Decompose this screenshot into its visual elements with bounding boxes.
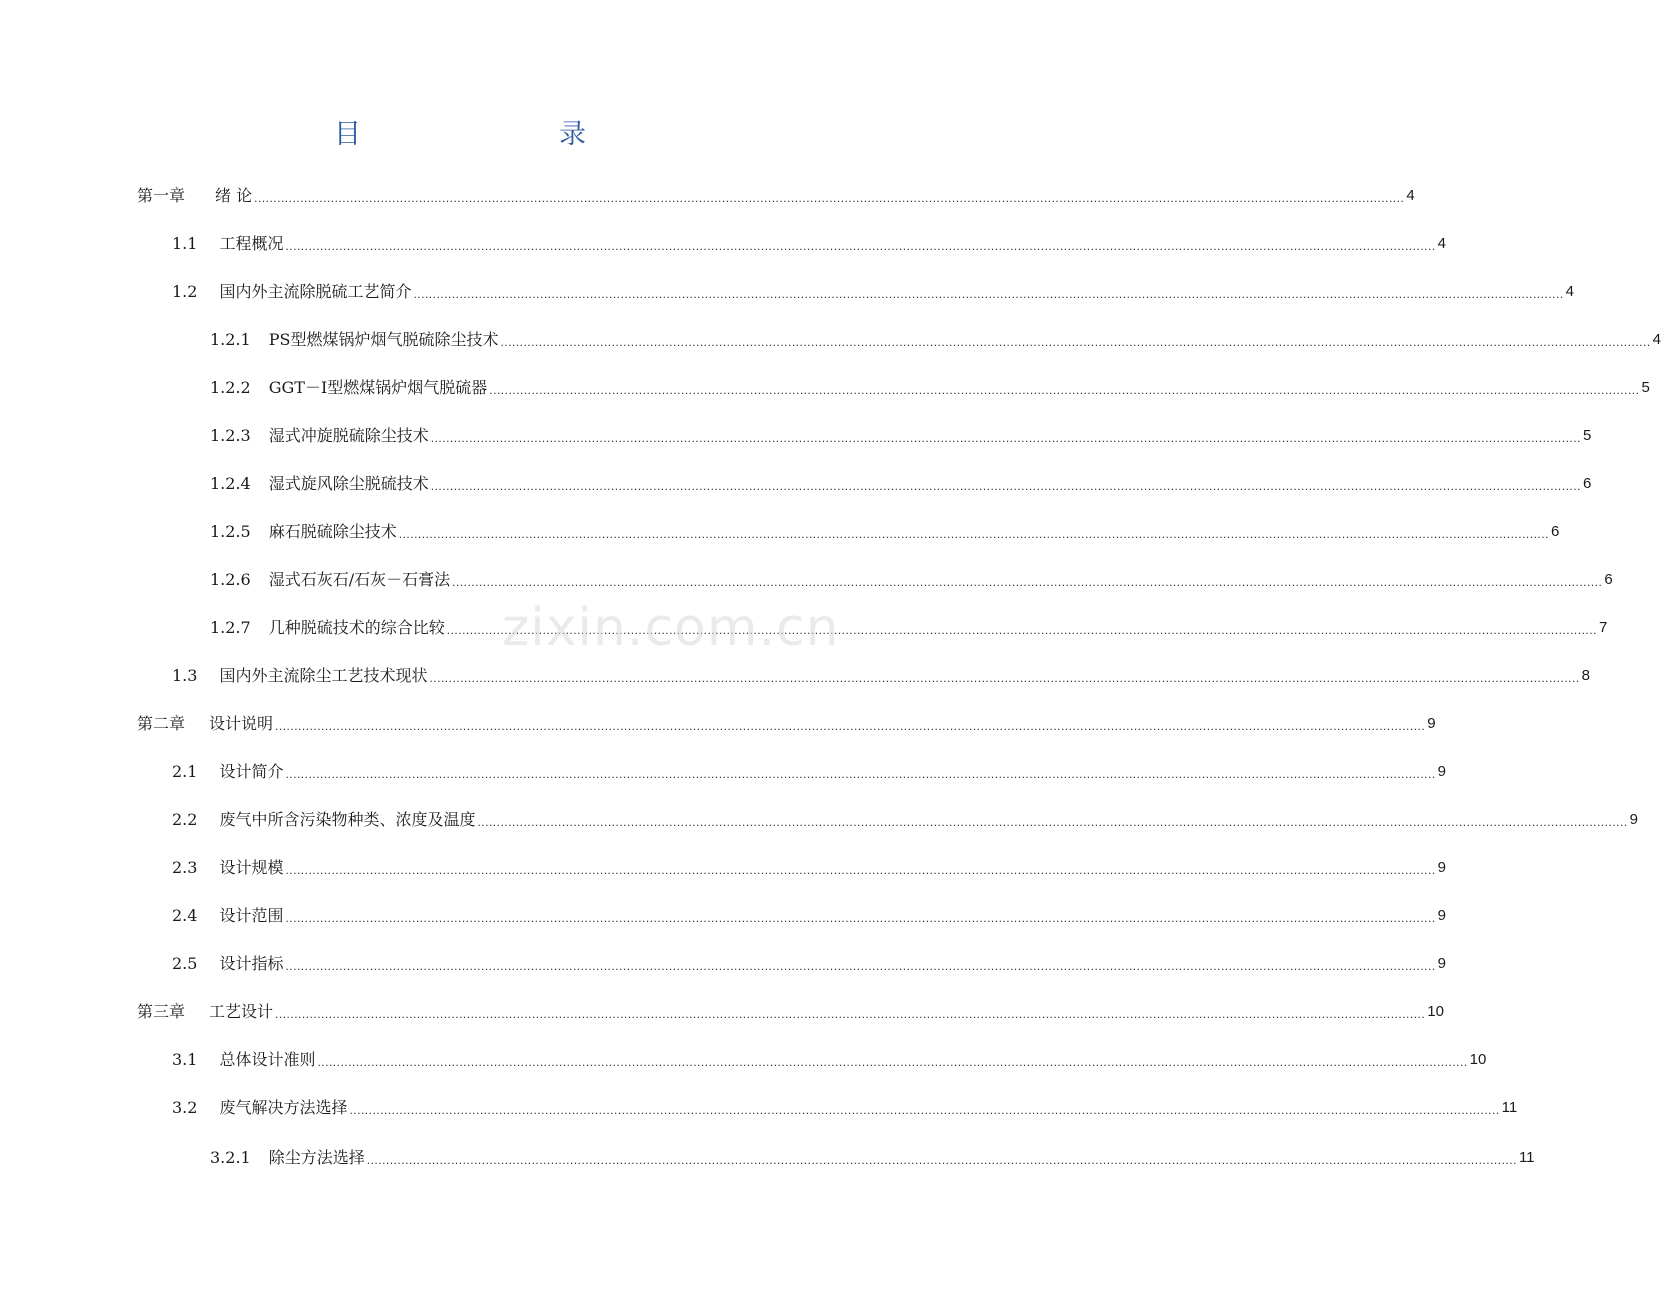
toc-label: 麻石脱硫除尘技术 <box>268 522 397 541</box>
toc-label: 绪 论 <box>215 186 253 205</box>
toc-entry[interactable] <box>210 1140 1535 1168</box>
toc-page: 8 <box>1581 667 1591 684</box>
toc-entry[interactable] <box>172 1042 1487 1070</box>
toc-page: 6 <box>1550 523 1560 540</box>
toc-entry[interactable] <box>172 274 1575 302</box>
toc-number: 1.2 <box>172 282 198 301</box>
toc-page: 5 <box>1641 379 1650 396</box>
toc-entry[interactable] <box>210 322 1661 350</box>
toc-leader: ............................................................................................................................................................................................................................................................................................................ <box>430 431 1581 445</box>
toc-entry[interactable] <box>210 514 1560 542</box>
toc-page: 9 <box>1437 907 1447 924</box>
toc-number: 1.2.7 <box>210 618 251 637</box>
toc-page: 9 <box>1437 955 1447 972</box>
toc-entry[interactable] <box>137 706 1436 734</box>
toc-leader: ............................................................................................................................................................................................................................................................................................................ <box>275 719 1426 733</box>
toc-page: 9 <box>1437 763 1447 780</box>
toc-page: 6 <box>1582 475 1592 492</box>
toc-label: 废气解决方法选择 <box>219 1098 348 1117</box>
toc-leader: ............................................................................................................................................................................................................................................................................................................ <box>452 575 1603 589</box>
toc-page: 4 <box>1565 283 1575 300</box>
toc-page: 11 <box>1501 1099 1518 1116</box>
toc-leader: ............................................................................................................................................................................................................................................................................................................ <box>285 239 1436 253</box>
toc-entry[interactable] <box>210 370 1650 398</box>
toc-leader: ............................................................................................................................................................................................................................................................................................................ <box>413 287 1564 301</box>
toc-leader: ............................................................................................................................................................................................................................................................................................................ <box>254 191 1405 205</box>
toc-entry[interactable] <box>172 658 1591 686</box>
toc-number: 3.1 <box>172 1050 198 1069</box>
toc-label: 废气中所含污染物种类、浓度及温度 <box>219 810 476 829</box>
toc-entry[interactable] <box>172 802 1639 830</box>
watermark: zixin.com.cn <box>502 598 840 658</box>
toc-entry[interactable] <box>210 562 1613 590</box>
toc-label: 湿式旋风除尘脱硫技术 <box>268 474 429 493</box>
toc-number: 1.2.3 <box>210 426 251 445</box>
toc-label: 除尘方法选择 <box>268 1148 365 1167</box>
toc-entry[interactable] <box>172 898 1447 926</box>
toc-page: 6 <box>1604 571 1613 588</box>
toc-number: 1.3 <box>172 666 198 685</box>
toc-label: GGT－I型燃煤锅炉烟气脱硫器 <box>268 378 488 397</box>
toc-leader: ............................................................................................................................................................................................................................................................................................................ <box>429 671 1580 685</box>
toc-number: 2.3 <box>172 858 198 877</box>
toc-label: 设计指标 <box>219 954 284 973</box>
toc-page: 4 <box>1437 235 1447 252</box>
toc-leader: ............................................................................................................................................................................................................................................................................................................ <box>349 1103 1500 1117</box>
toc-page: 4 <box>1652 331 1661 348</box>
toc-page: 5 <box>1582 427 1592 444</box>
toc-entry[interactable] <box>172 946 1447 974</box>
toc-entry[interactable] <box>172 226 1447 254</box>
toc-label: 国内外主流除脱硫工艺简介 <box>219 282 412 301</box>
toc-label: 总体设计准则 <box>219 1050 316 1069</box>
toc-leader: ............................................................................................................................................................................................................................................................................................................ <box>366 1153 1517 1167</box>
toc-title: 目 录 <box>334 119 634 150</box>
toc-leader: ............................................................................................................................................................................................................................................................................................................ <box>285 767 1436 781</box>
toc-label: 工程概况 <box>219 234 284 253</box>
toc-number: 第二章 <box>137 714 186 733</box>
toc-number: 第三章 <box>137 1002 186 1021</box>
toc-entry[interactable] <box>210 466 1592 494</box>
toc-entry[interactable] <box>172 1090 1518 1118</box>
toc-number: 3.2.1 <box>210 1148 251 1167</box>
toc-leader: ............................................................................................................................................................................................................................................................................................................ <box>446 623 1597 637</box>
toc-page: 11 <box>1518 1149 1535 1166</box>
toc-label: 设计说明 <box>209 714 274 733</box>
toc-entry[interactable] <box>172 850 1447 878</box>
toc-leader: ............................................................................................................................................................................................................................................................................................................ <box>285 959 1436 973</box>
toc-number: 第一章 <box>137 186 186 205</box>
toc-entry[interactable] <box>137 994 1444 1022</box>
toc-number: 1.1 <box>172 234 198 253</box>
toc-number: 2.1 <box>172 762 198 781</box>
toc-number: 2.4 <box>172 906 198 925</box>
toc-leader: ............................................................................................................................................................................................................................................................................................................ <box>275 1007 1426 1021</box>
toc-leader: ............................................................................................................................................................................................................................................................................................................ <box>398 527 1549 541</box>
toc-number: 1.2.2 <box>210 378 251 397</box>
toc-leader: ............................................................................................................................................................................................................................................................................................................ <box>285 863 1436 877</box>
toc-label: PS型燃煤锅炉烟气脱硫除尘技术 <box>268 330 499 349</box>
toc-entry[interactable] <box>210 418 1592 446</box>
toc-number: 1.2.1 <box>210 330 251 349</box>
toc-number: 1.2.4 <box>210 474 251 493</box>
toc-number: 3.2 <box>172 1098 198 1117</box>
toc-number: 2.5 <box>172 954 198 973</box>
toc-label: 湿式石灰石/石灰－石膏法 <box>268 570 451 589</box>
toc-page: 7 <box>1598 619 1608 636</box>
toc-page: 9 <box>1427 715 1436 732</box>
toc-entry[interactable] <box>137 178 1415 206</box>
toc-label: 工艺设计 <box>209 1002 274 1021</box>
toc-leader: ............................................................................................................................................................................................................................................................................................................ <box>430 479 1581 493</box>
toc-entry[interactable] <box>172 754 1447 782</box>
toc-number: 2.2 <box>172 810 198 829</box>
toc-page: 10 <box>1469 1051 1487 1068</box>
toc-leader: ............................................................................................................................................................................................................................................................................................................ <box>500 335 1651 349</box>
toc-page: 9 <box>1437 859 1447 876</box>
toc-label: 国内外主流除尘工艺技术现状 <box>219 666 428 685</box>
toc-leader: ............................................................................................................................................................................................................................................................................................................ <box>489 383 1640 397</box>
toc-label: 设计简介 <box>219 762 284 781</box>
toc-leader: ............................................................................................................................................................................................................................................................................................................ <box>317 1055 1468 1069</box>
toc-page: 4 <box>1406 187 1415 204</box>
toc-leader: ............................................................................................................................................................................................................................................................................................................ <box>477 815 1628 829</box>
toc-label: 设计范围 <box>219 906 284 925</box>
toc-leader: ............................................................................................................................................................................................................................................................................................................ <box>285 911 1436 925</box>
toc-page: 9 <box>1629 811 1639 828</box>
toc-label: 设计规模 <box>219 858 284 877</box>
toc-page: 10 <box>1427 1003 1444 1020</box>
toc-label: 几种脱硫技术的综合比较 <box>268 618 445 637</box>
toc-number: 1.2.5 <box>210 522 251 541</box>
toc-label: 湿式冲旋脱硫除尘技术 <box>268 426 429 445</box>
toc-number: 1.2.6 <box>210 570 251 589</box>
